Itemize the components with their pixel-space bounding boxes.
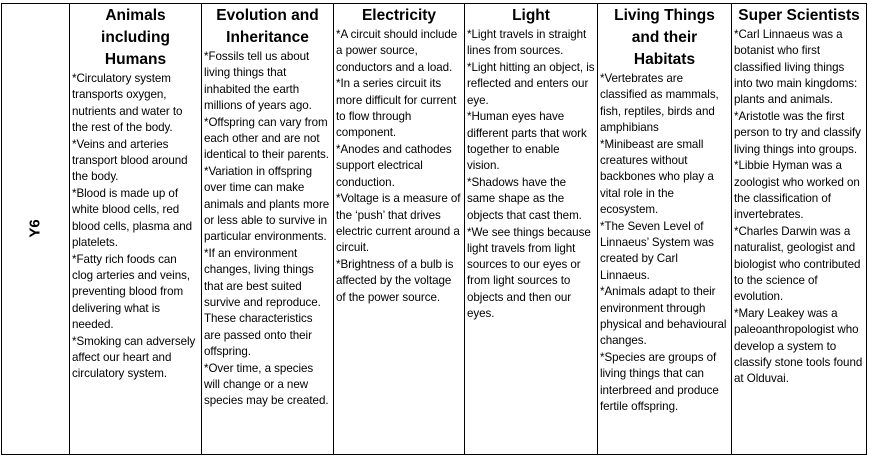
fact-item: *Light travels in straight lines from sources.: [467, 28, 587, 58]
column-heading: Super Scientists: [738, 7, 860, 24]
fact-item: *A circuit should include a power source, conductors and a load.: [336, 28, 458, 74]
table-row: [2, 4, 867, 455]
topic-column-light: [465, 4, 598, 455]
fact-item: *If an environment changes, living things that are best suited survive and reproduce. These characteristics are passed onto their offspring.: [204, 247, 321, 358]
topic-column-super-scientists: [732, 4, 867, 455]
fact-list: [600, 71, 729, 415]
column-heading: Light: [512, 7, 550, 24]
fact-item: *Over time, a species will change or a new species may be created.: [204, 361, 329, 408]
fact-item: *Carl Linnaeus was a botanist who first classified living things into two main kingdoms: plants and animals.: [734, 28, 858, 107]
fact-item: *Charles Darwin was a naturalist, geologist and biologist who contributed to the science of evolution.: [734, 225, 861, 304]
column-heading: Electricity: [361, 7, 437, 24]
fact-item: *Fatty rich foods can clog arteries and veins, preventing blood from delivering what is needed.: [72, 252, 191, 331]
fact-item: *Libbie Hyman was a zoologist who worked on the classification of invertebrates.: [734, 159, 860, 222]
fact-item: *Species are groups of living things that can interbreed and produce fertile offspring.: [600, 351, 719, 413]
fact-item: *Veins and arteries transport blood around the body.: [72, 137, 188, 184]
column-heading: Evolution and Inheritance: [216, 7, 319, 46]
fact-item: *We see things because light travels from light sources to our eyes or from light sources to objects and then our eyes.: [467, 225, 591, 321]
fact-item: *The Seven Level of Linnaeus’ System was created by Carl Linnaeus.: [600, 219, 714, 282]
fact-list: [204, 49, 331, 410]
fact-item: *Blood is made up of white blood cells, red blood cells, plasma and platelets.: [72, 187, 193, 249]
fact-item: *Smoking can adversely affect our heart and circulatory system.: [72, 334, 196, 381]
fact-item: *Offspring can vary from each other and are not identical to their parents.: [204, 115, 329, 162]
fact-item: *Human eyes have different parts that work together to enable vision.: [467, 110, 587, 173]
topic-column-evolution-and-inheritance: [202, 4, 334, 455]
column-heading: Living Things and their Habitats: [614, 7, 715, 68]
fact-list: [336, 27, 462, 306]
topic-column-living-things-and-habitats: [598, 4, 732, 455]
fact-item: *In a series circuit its more difficult for current to flow through component.: [336, 77, 457, 140]
year-cell: [2, 4, 70, 455]
knowledge-table: [1, 3, 867, 455]
fact-list: [734, 27, 864, 388]
fact-item: *Vertebrates are classified as mammals, fish, reptiles, birds and amphibians: [600, 72, 719, 134]
fact-list: [467, 27, 595, 322]
fact-item: *Brightness of a bulb is affected by the voltage of the power source.: [336, 258, 454, 304]
topic-column-animals-including-humans: [70, 4, 202, 455]
fact-item: *Aristotle was the first person to try and classify living things into groups.: [734, 109, 861, 156]
fact-item: *Variation in offspring over time can make animals and plants more or less able to survive in particular environments.: [204, 165, 330, 244]
knowledge-table-frame: [1, 3, 866, 455]
fact-item: *Shadows have the same shape as the objects that cast them.: [467, 176, 582, 222]
year-label: Y6: [26, 219, 44, 238]
fact-item: *Animals adapt to their environment through physical and behavioural changes.: [600, 285, 727, 348]
fact-item: *Light hitting an object, is reflected and enters our eye.: [467, 61, 595, 107]
topic-column-electricity: [334, 4, 465, 455]
fact-item: *Fossils tell us about living things that inhabited the earth millions of years ago.: [204, 50, 312, 112]
fact-item: *Voltage is a measure of the ‘push’ that drives electric current around a circuit.: [336, 192, 461, 255]
fact-item: *Mary Leakey was a paleoanthropologist who develop a system to classify stone tools found at Olduvai.: [734, 307, 863, 386]
fact-item: *Circulatory system transports oxygen, nutrients and water to the rest of the body.: [72, 72, 183, 134]
fact-item: *Anodes and cathodes support electrical conduction.: [336, 143, 452, 189]
column-heading: Animals including Humans: [101, 7, 170, 68]
fact-item: *Minibeast are small creatures without backbones who play a vital role in the ecosystem.: [600, 137, 714, 216]
fact-list: [72, 71, 199, 383]
